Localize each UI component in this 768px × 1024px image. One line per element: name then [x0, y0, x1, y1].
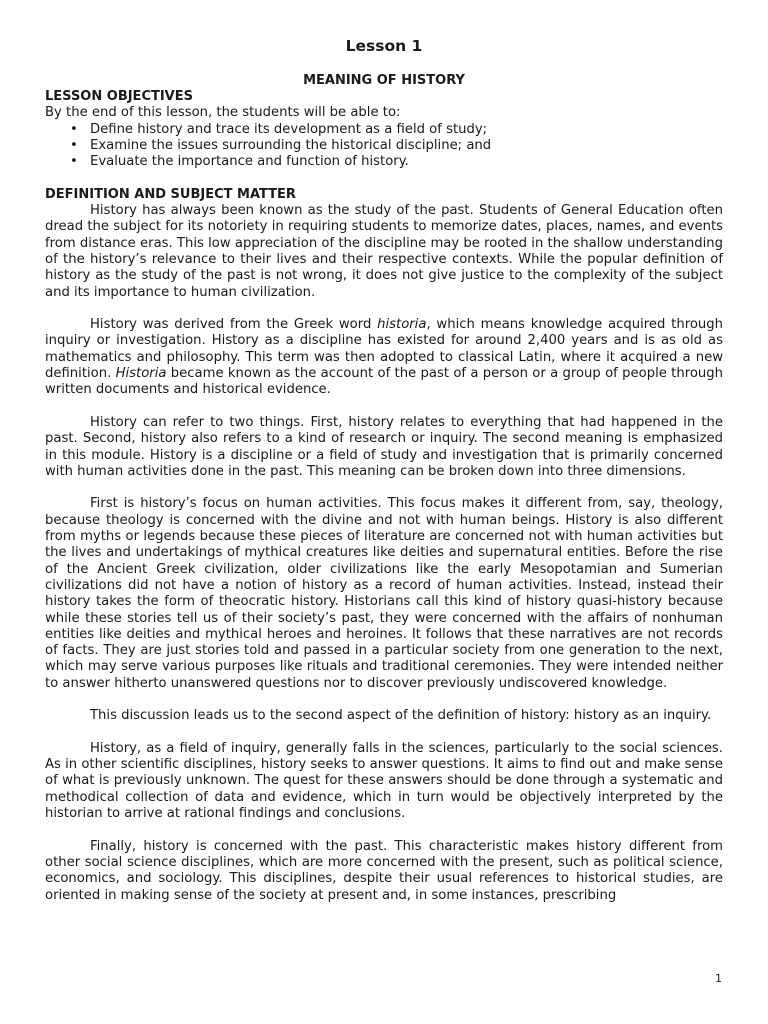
objectives-intro: By the end of this lesson, the students will be able to: — [45, 105, 401, 121]
objective-text: Define history and trace its development as a field of study; — [90, 121, 488, 137]
chapter-title: MEANING OF HISTORY — [303, 73, 465, 88]
paragraph-5: This discussion leads us to the second aspect of the definition of history: history as an inquiry. — [90, 708, 712, 724]
bullet-icon: • — [70, 154, 78, 170]
bullet-icon: • — [70, 121, 78, 137]
paragraph-6: History, as a field of inquiry, generally falls in the sciences, particularly to the social sciences. As in other scientific disciplines, history seeks to answer questions. It aims to find out and make sense of what is previously unknown. The quest for these answers should be done through a systematic and methodical collection of data and evidence, which in turn would be objectively interpreted by the historian to arrive at rational findings and conclusions. — [45, 740, 723, 822]
spacer — [45, 170, 723, 186]
objective-item — [70, 154, 723, 170]
paragraph-4: First is history’s focus on human activities. This focus makes it different from, say, theology, because theology is concerned with the divine and not with human beings. History is also different from myths or legends because these pieces of literature are concerned not with human activities but the lives and undertakings of mythical creatures like deities and supernatural entities. Before the rise of the Ancient Greek civilization, older civilizations like the early Mesopotamian and Sumerian civilizations did not have a notion of history as a record of human activities. Instead, instead their history takes the form of theocratic history. Historians call this kind of history quasi-history because while these stories tell us of their society’s past, they were concerned with the affairs of nonhuman entities like deities and mythical heroes and heroines. It follows that these narratives are not records of facts. They are just stories told and passed in a particular society from one generation to the next, which may serve various purposes like rituals and traditional ceremonies. They were intended neither to answer hitherto unanswered questions nor to discover previously undiscovered knowledge. — [45, 496, 723, 691]
objective-item — [70, 121, 723, 138]
term-historia: historia — [377, 317, 427, 333]
paragraph-2 — [45, 317, 723, 398]
definition-heading: DEFINITION AND SUBJECT MATTER — [45, 186, 296, 202]
page-number: 1 — [715, 972, 722, 985]
objectives-list — [45, 122, 723, 171]
paragraph-2-text-c: became known as the account of the past of a person or a group of people through written documents and historical evidence. — [45, 366, 723, 398]
paragraph-1: History has always been known as the study of the past. Students of General Education often dread the subject for its notoriety in requiring students to memorize dates, places, names, and events from distance eras. This low appreciation of the discipline may be rooted in the shallow understanding of the history’s relevance to their lives and their respective contexts. While the popular definition of history as the study of the past is not wrong, it does not give justice to the complexity of the subject and its importance to human civilization. — [45, 203, 723, 300]
paragraph-2-text-a: History was derived from the Greek word — [90, 317, 378, 333]
objective-item — [70, 137, 723, 154]
paragraph-7: Finally, history is concerned with the past. This characteristic makes history different from other social science disciplines, which are more concerned with the present, such as political science, economics, and sociology. This disciplines, despite their usual references to historical studies, are oriented in making sense of the society at present and, in some instances, prescribing — [45, 838, 723, 903]
lesson-title: Lesson 1 — [345, 37, 423, 55]
objectives-heading: LESSON OBJECTIVES — [45, 89, 193, 104]
paragraph-3: History can refer to two things. First, history relates to everything that had happened in the past. Second, history also refers to a kind of research or inquiry. The second meaning is emphasized in this module. History is a discipline or a field of study and investigation that is primarily concerned with human activities done in the past. This meaning can be broken down into three dimensions. — [45, 414, 723, 479]
objective-text: Examine the issues surrounding the historical discipline; and — [90, 137, 492, 153]
objective-text: Evaluate the importance and function of history. — [90, 154, 409, 170]
bullet-icon: • — [70, 137, 78, 153]
term-historia-capital: Historia — [115, 366, 167, 382]
document-page — [45, 36, 723, 920]
paragraph-2-text-b: , which means knowledge acquired through inquiry or investigation. History as a discipline has existed for around 2,400 years and is as old as mathematics and philosophy. This term was then adopted to classical Latin, where it acquired a new definition. — [45, 317, 723, 382]
